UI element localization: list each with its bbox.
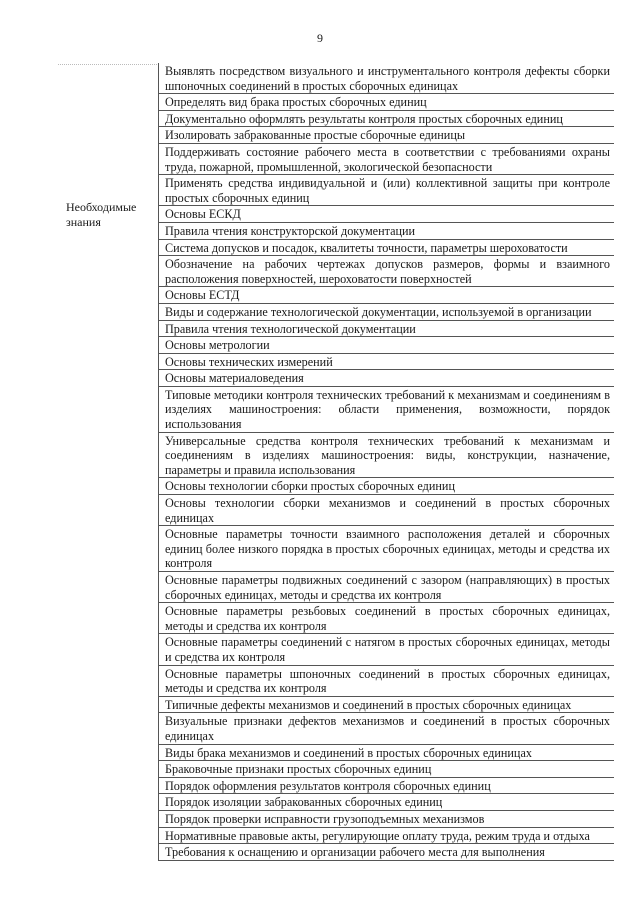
content-column xyxy=(159,63,615,861)
knowledge-row: Основы ЕСТД xyxy=(159,287,614,304)
knowledge-row: Основные параметры соединений с натягом в простых сборочных единицах, методы и средства их контроля xyxy=(159,634,614,665)
skill-row: Определять вид брака простых сборочных единиц xyxy=(159,94,614,111)
skill-row: Документально оформлять результаты контроля простых сборочных единиц xyxy=(159,111,614,128)
knowledge-row: Основы технологии сборки простых сборочных единиц xyxy=(159,478,614,495)
knowledge-row: Визуальные признаки дефектов механизмов и соединений в простых сборочных единицах xyxy=(159,713,614,744)
knowledge-row: Основные параметры подвижных соединений с зазором (направляющих) в простых сборочных единицах, методы и средства их контроля xyxy=(159,572,614,603)
requirements-table xyxy=(58,63,614,861)
skill-row: Выявлять посредством визуального и инструментального контроля дефекты сборки шпоночных соединений в простых сборочных единицах xyxy=(159,63,614,94)
knowledge-row: Порядок проверки исправности грузоподъемных механизмов xyxy=(159,811,614,828)
knowledge-row: Основы материаловедения xyxy=(159,370,614,387)
label-column xyxy=(58,63,159,861)
skill-row: Применять средства индивидуальной и (или) коллективной защиты при контроле простых сборочных единиц xyxy=(159,175,614,206)
knowledge-row: Виды брака механизмов и соединений в простых сборочных единицах xyxy=(159,745,614,762)
knowledge-row: Нормативные правовые акты, регулирующие оплату труда, режим труда и отдыха xyxy=(159,828,614,845)
knowledge-row: Основные параметры резьбовых соединений в простых сборочных единицах, методы и средства их контроля xyxy=(159,603,614,634)
knowledge-row: Основы технических измерений xyxy=(159,354,614,371)
knowledge-row: Виды и содержание технологической документации, используемой в организации xyxy=(159,304,614,321)
page-number: 9 xyxy=(317,31,323,45)
knowledge-row: Порядок изоляции забракованных сборочных единиц xyxy=(159,794,614,811)
knowledge-row: Основы технологии сборки механизмов и соединений в простых сборочных единицах xyxy=(159,495,614,526)
knowledge-row: Порядок оформления результатов контроля сборочных единиц xyxy=(159,778,614,795)
skill-row: Поддерживать состояние рабочего места в соответствии с требованиями охраны труда, пожарной, промышленной, экологической безопасности xyxy=(159,144,614,175)
knowledge-row: Типовые методики контроля технических требований к механизмам и соединениям в изделиях машиностроения: области применения, возможности, порядок использования xyxy=(159,387,614,433)
knowledge-row: Универсальные средства контроля технических требований к механизмам и соединениям в изделиях машиностроения: виды, конструкции, назначение, параметры и правила использования xyxy=(159,433,614,479)
knowledge-row: Браковочные признаки простых сборочных единиц xyxy=(159,761,614,778)
knowledge-row: Система допусков и посадок, квалитеты точности, параметры шероховатости xyxy=(159,240,614,257)
knowledge-row: Основные параметры шпоночных соединений в простых сборочных единицах, методы и средства их контроля xyxy=(159,666,614,697)
knowledge-row: Правила чтения технологической документации xyxy=(159,321,614,338)
knowledge-row: Обозначение на рабочих чертежах допусков размеров, формы и взаимного расположения поверхностей, шероховатости поверхностей xyxy=(159,256,614,287)
knowledge-row: Основы ЕСКД xyxy=(159,206,614,223)
knowledge-row: Основные параметры точности взаимного расположения деталей и сборочных единиц более низкого порядка в простых сборочных единицах, методы и средства их контроля xyxy=(159,526,614,572)
knowledge-row: Правила чтения конструкторской документации xyxy=(159,223,614,240)
knowledge-row: Основы метрологии xyxy=(159,337,614,354)
knowledge-row: Требования к оснащению и организации рабочего места для выполнения xyxy=(159,844,614,861)
skill-row: Изолировать забракованные простые сборочные единицы xyxy=(159,127,614,144)
knowledge-row: Типичные дефекты механизмов и соединений в простых сборочных единицах xyxy=(159,697,614,714)
section-label: Необходимые знания xyxy=(66,200,137,229)
